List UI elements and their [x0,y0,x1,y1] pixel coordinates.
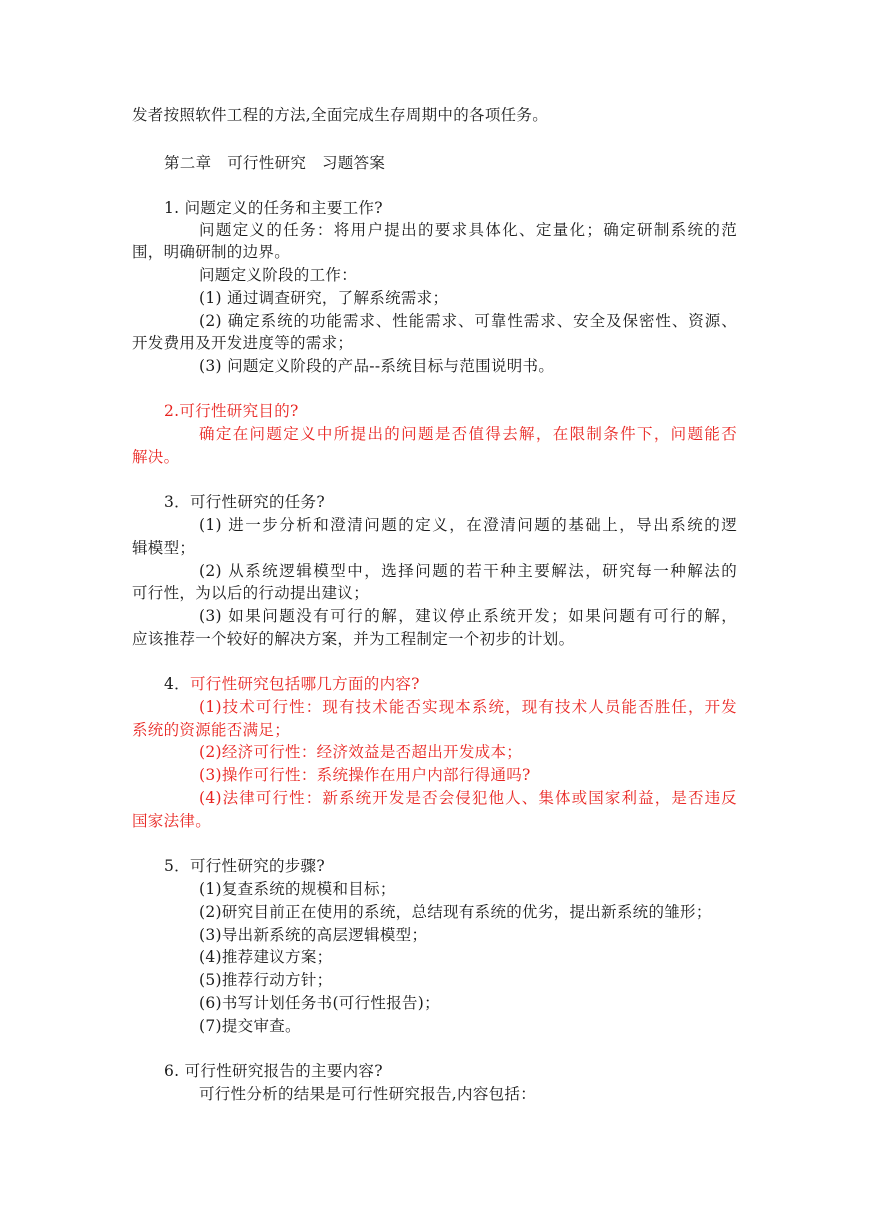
q4-item4-line1: (4)法律可行性：新系统开发是否会侵犯他人、集体或国家利益，是否违反 [199,789,737,807]
q4-item2: (2)经济可行性：经济效益是否超出开发成本； [199,743,523,761]
q4-question [164,673,420,695]
q2-answer-line2: 解决。 [132,448,180,466]
q4-number: 4． [164,675,190,693]
q4-item1-line2: 系统的资源能否满足； [132,721,291,739]
q1-work-title: 问题定义阶段的工作： [199,266,358,284]
q3-item3-line2: 应该推荐一个较好的解决方案，并为工程制定一个初步的计划。 [132,630,575,648]
q1-item2-line1: (2) 确定系统的功能需求、性能需求、可靠性需求、安全及保密性、资源、 [199,312,737,330]
intro-line: 发者按照软件工程的方法,全面完成生存周期中的各项任务。 [132,106,549,124]
q3-question: 3．可行性研究的任务? [164,493,325,511]
q2-answer-line1: 确定在问题定义中所提出的问题是否值得去解，在限制条件下，问题能否 [199,425,737,443]
q6-answer: 可行性分析的结果是可行性研究报告,内容包括： [199,1085,537,1103]
q2-question: 2.可行性研究目的? [164,402,299,420]
q1-item2-line2: 开发费用及开发进度等的需求； [132,334,354,352]
q1-question: 1. 问题定义的任务和主要工作? [164,199,383,217]
q1-answer-line1: 问题定义的任务：将用户提出的要求具体化、定量化；确定研制系统的范 [199,221,737,239]
chapter-title: 第二章 可行性研究 习题答案 [164,154,386,172]
q5-step: (2)研究目前正在使用的系统，总结现有系统的优劣，提出新系统的雏形； [199,903,712,921]
q5-step: (3)导出新系统的高层逻辑模型； [199,926,428,944]
q3-item1-line2: 辑模型； [132,539,196,557]
q1-item3: (3) 问题定义阶段的产品--系统目标与范围说明书。 [199,357,555,375]
q4-item3: (3)操作可行性：系统操作在用户内部行得通吗? [199,766,531,784]
q3-item2-line2: 可行性，为以后的行动提出建议； [132,584,370,602]
q3-item1-line1: (1) 进一步分析和澄清问题的定义，在澄清问题的基础上，导出系统的逻 [199,516,737,534]
q4-item1-line1: (1)技术可行性：现有技术能否实现本系统，现有技术人员能否胜任，开发 [199,698,737,716]
q3-item2-line1: (2) 从系统逻辑模型中，选择问题的若干种主要解法，研究每一种解法的 [199,562,737,580]
q5-step: (6)书写计划任务书(可行性报告)； [199,994,440,1012]
q5-step: (7)提交审查。 [199,1017,301,1035]
q5-question: 5．可行性研究的步骤? [164,857,325,875]
q1-item1: (1) 通过调查研究，了解系统需求； [199,289,449,307]
q4-item4-line2: 国家法律。 [132,812,212,830]
q5-step: (1)复查系统的规模和目标； [199,880,396,898]
q5-step: (5)推荐行动方针； [199,971,333,989]
q4-question-text: 可行性研究包括哪几方面的内容? [189,675,420,693]
q6-question: 6. 可行性研究报告的主要内容? [164,1062,383,1080]
q3-item3-line1: (3) 如果问题没有可行的解，建议停止系统开发；如果问题有可行的解， [199,607,737,625]
q1-answer-line2: 围，明确研制的边界。 [132,243,291,261]
q5-step: (4)推荐建议方案； [199,948,333,966]
